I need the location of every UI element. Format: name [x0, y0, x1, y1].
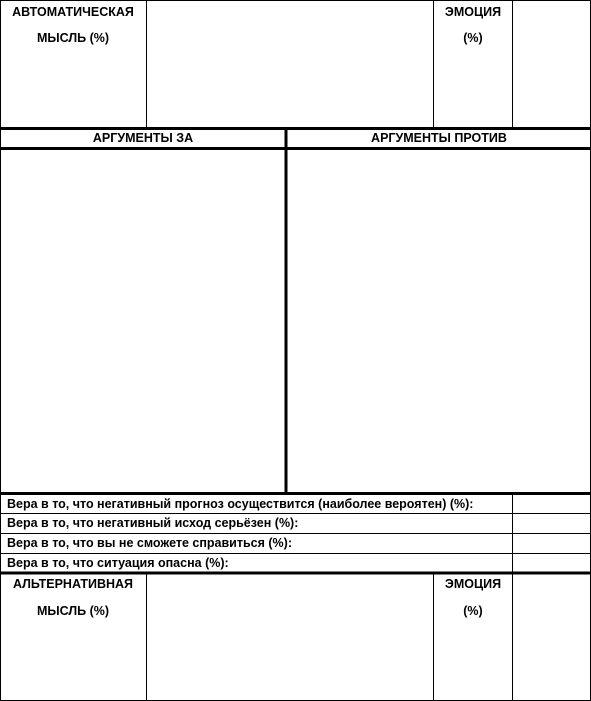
- emotion-label-line2: (%): [463, 31, 483, 45]
- alternative-thought-label-line2: МЫСЛЬ (%): [36, 604, 110, 618]
- belief-severity-label: Вера в то, что негативный исход серьёзен (%):: [7, 516, 299, 530]
- automatic-thought-label-line1: АВТОМАТИЧЕСКАЯ: [12, 5, 134, 19]
- automatic-thought-label-line2: МЫСЛЬ (%): [36, 31, 110, 45]
- belief-danger-label: Вера в то, что ситуация опасна (%):: [7, 556, 229, 570]
- arguments-for-header: АРГУМЕНТЫ ЗА: [92, 131, 194, 145]
- belief-coping-field[interactable]: [514, 535, 589, 552]
- emotion-label-line1: ЭМОЦИЯ: [444, 5, 502, 19]
- alternative-thought-label-line1: АЛЬТЕРНАТИВНАЯ: [12, 577, 134, 591]
- arguments-for-field[interactable]: [2, 151, 284, 491]
- belief-severity-field[interactable]: [514, 515, 589, 532]
- alt-emotion-label-line2: (%): [463, 604, 483, 618]
- belief-likelihood-field[interactable]: [514, 496, 589, 513]
- arguments-against-field[interactable]: [288, 151, 589, 491]
- alt-emotion-label-line1: ЭМОЦИЯ: [444, 577, 502, 591]
- alternative-thought-field[interactable]: [148, 576, 432, 699]
- belief-likelihood-label: Вера в то, что негативный прогноз осуществится (наиболее вероятен) (%):: [7, 497, 474, 511]
- alt-emotion-field[interactable]: [514, 576, 589, 699]
- automatic-thought-field[interactable]: [148, 2, 432, 126]
- emotion-field[interactable]: [514, 2, 589, 126]
- belief-danger-field[interactable]: [514, 555, 589, 571]
- belief-coping-label: Вера в то, что вы не сможете справиться (%):: [7, 536, 292, 550]
- arguments-against-header: АРГУМЕНТЫ ПРОТИВ: [371, 131, 507, 145]
